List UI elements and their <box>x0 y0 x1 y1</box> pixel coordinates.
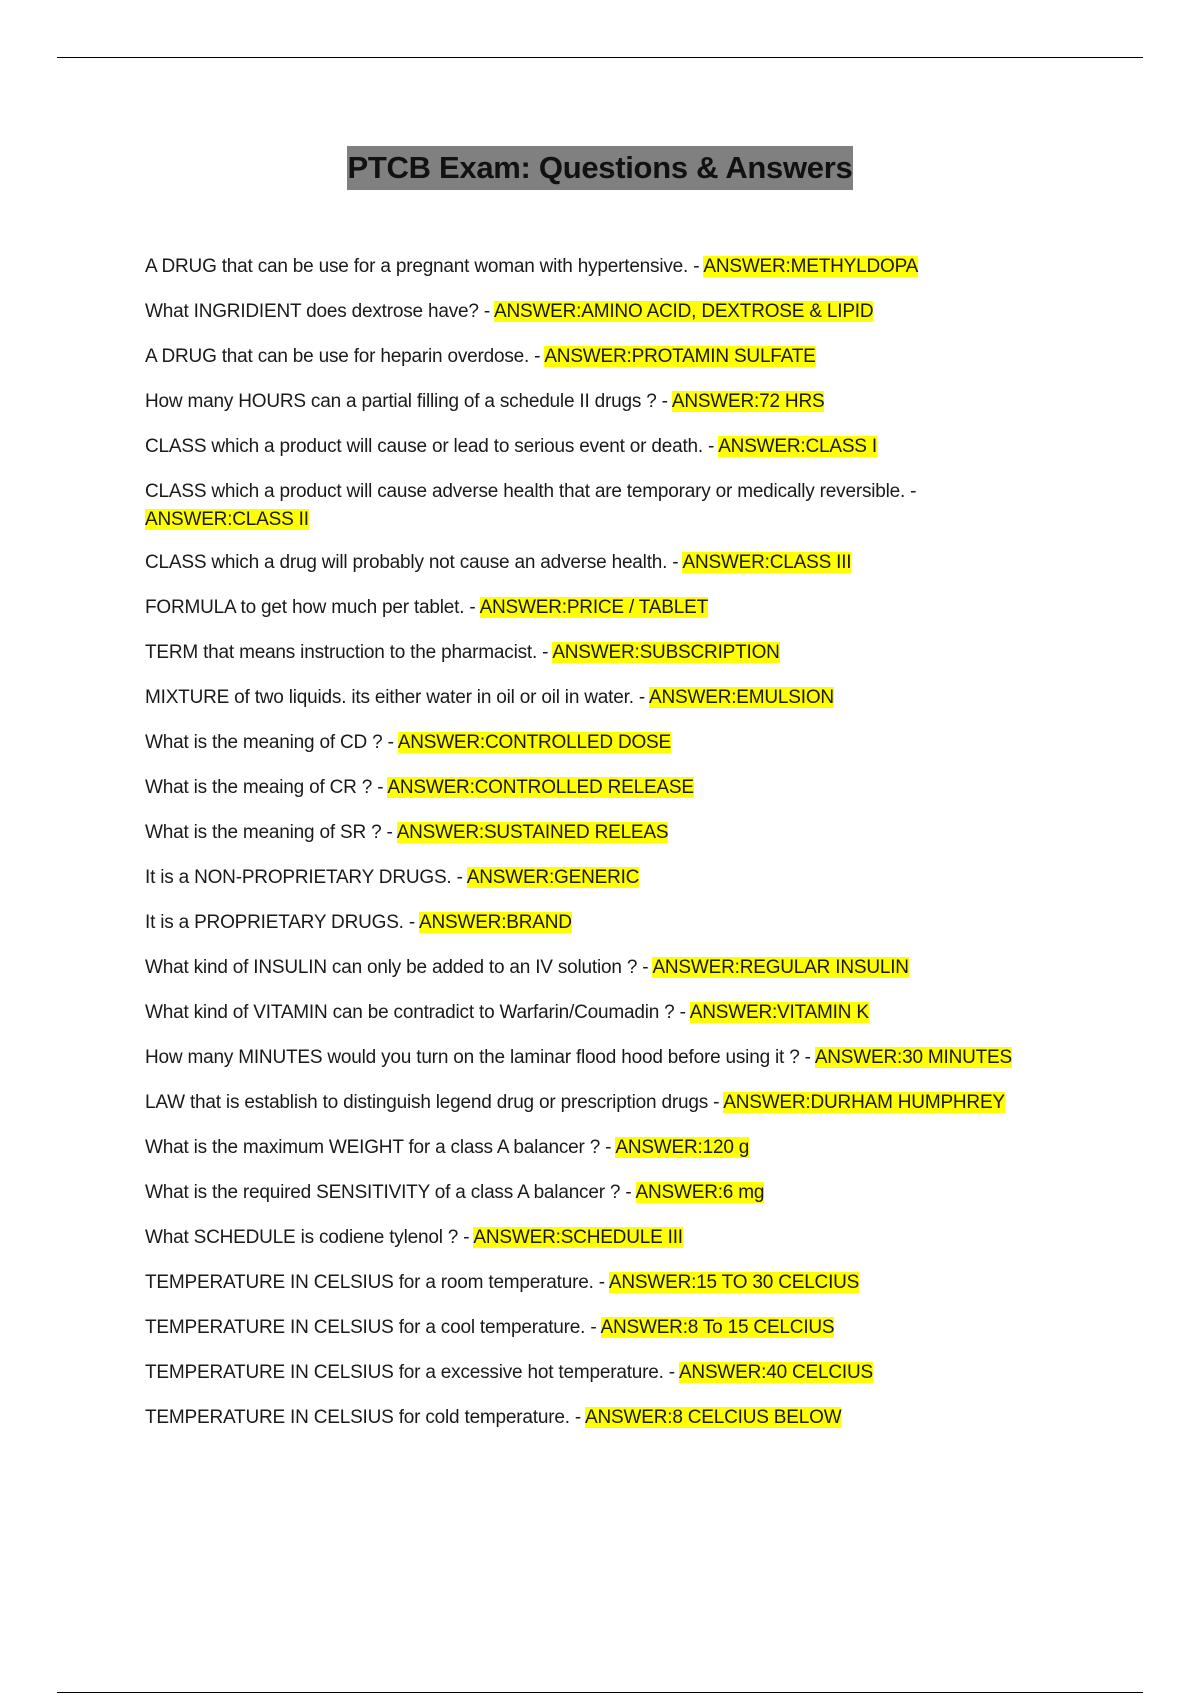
answer-text: ANSWER:EMULSION <box>649 687 834 708</box>
answer-text: ANSWER:VITAMIN K <box>689 1002 869 1023</box>
question-text: What kind of INSULIN can only be added to an IV solution ? - <box>145 957 653 978</box>
document-title: PTCB Exam: Questions & Answers <box>347 146 854 190</box>
answer-text: ANSWER:AMINO ACID, DEXTROSE & LIPID <box>493 301 874 322</box>
qa-item <box>145 639 1095 667</box>
qa-item <box>145 1134 1095 1162</box>
answer-text: ANSWER:SUSTAINED RELEAS <box>396 822 669 843</box>
question-text: CLASS which a product will cause adverse health that are temporary or medically reversible. - <box>145 481 917 502</box>
question-text: TERM that means instruction to the pharmacist. - <box>145 642 553 663</box>
answer-text: ANSWER:GENERIC <box>466 867 640 888</box>
qa-item <box>145 594 1095 622</box>
top-rule <box>57 57 1143 58</box>
qa-item <box>145 298 1095 326</box>
qa-item <box>145 433 1095 461</box>
qa-item <box>145 819 1095 847</box>
answer-text: ANSWER:30 MINUTES <box>814 1047 1012 1068</box>
question-text: LAW that is establish to distinguish legend drug or prescription drugs - <box>145 1092 724 1113</box>
qa-item <box>145 478 1095 534</box>
qa-item <box>145 684 1095 712</box>
question-text: What SCHEDULE is codiene tylenol ? - <box>145 1227 474 1248</box>
question-text: How many MINUTES would you turn on the laminar flood hood before using it ? - <box>145 1047 815 1068</box>
qa-item <box>145 1179 1095 1207</box>
question-text: CLASS which a product will cause or lead to serious event or death. - <box>145 436 719 457</box>
answer-text: ANSWER:CLASS II <box>145 509 309 530</box>
answer-text: ANSWER:8 CELCIUS BELOW <box>585 1407 842 1428</box>
answer-text: ANSWER:CONTROLLED RELEASE <box>387 777 694 798</box>
question-text: What is the meaing of CR ? - <box>145 777 388 798</box>
question-text: What is the required SENSITIVITY of a class A balancer ? - <box>145 1182 636 1203</box>
answer-text: ANSWER:DURHAM HUMPHREY <box>723 1092 1005 1113</box>
answer-text: ANSWER:8 To 15 CELCIUS <box>600 1317 835 1338</box>
question-text: How many HOURS can a partial filling of a schedule II drugs ? - <box>145 391 672 412</box>
answer-text: ANSWER:CONTROLLED DOSE <box>397 732 671 753</box>
qa-item <box>145 999 1095 1027</box>
qa-item <box>145 549 1095 577</box>
answer-text: ANSWER:CLASS III <box>682 552 852 573</box>
answer-text: ANSWER:SCHEDULE III <box>473 1227 683 1248</box>
question-text: TEMPERATURE IN CELSIUS for a room temperature. - <box>145 1272 609 1293</box>
bottom-rule <box>57 1692 1143 1693</box>
question-text: What INGRIDIENT does dextrose have? - <box>145 301 494 322</box>
question-text: CLASS which a drug will probably not cause an adverse health. - <box>145 552 683 573</box>
answer-text: ANSWER:PRICE / TABLET <box>479 597 708 618</box>
answer-text: ANSWER:72 HRS <box>671 391 825 412</box>
question-text: A DRUG that can be use for heparin overdose. - <box>145 346 545 367</box>
qa-item <box>145 1314 1095 1342</box>
answer-text: ANSWER:SUBSCRIPTION <box>552 642 780 663</box>
question-text: MIXTURE of two liquids. its either water in oil or oil in water. - <box>145 687 650 708</box>
question-text: What kind of VITAMIN can be contradict to Warfarin/Coumadin ? - <box>145 1002 690 1023</box>
qa-item <box>145 1224 1095 1252</box>
qa-item <box>145 909 1095 937</box>
answer-text: ANSWER:120 g <box>615 1137 750 1158</box>
answer-text: ANSWER:PROTAMIN SULFATE <box>544 346 816 367</box>
qa-item <box>145 1359 1095 1387</box>
qa-item <box>145 1089 1095 1117</box>
question-text: TEMPERATURE IN CELSIUS for a excessive hot temperature. - <box>145 1362 679 1383</box>
qa-item <box>145 253 1095 281</box>
answer-text: ANSWER:40 CELCIUS <box>678 1362 873 1383</box>
qa-item <box>145 954 1095 982</box>
qa-item <box>145 774 1095 802</box>
question-text: It is a PROPRIETARY DRUGS. - <box>145 912 419 933</box>
qa-item <box>145 388 1095 416</box>
qa-item <box>145 1269 1095 1297</box>
question-text: What is the meaning of SR ? - <box>145 822 397 843</box>
answer-text: ANSWER:15 TO 30 CELCIUS <box>608 1272 860 1293</box>
answer-text: ANSWER:CLASS I <box>718 436 877 457</box>
question-text: What is the meaning of CD ? - <box>145 732 398 753</box>
qa-item <box>145 1044 1095 1072</box>
question-text: It is a NON-PROPRIETARY DRUGS. - <box>145 867 467 888</box>
question-text: TEMPERATURE IN CELSIUS for a cool temperature. - <box>145 1317 601 1338</box>
answer-text: ANSWER:REGULAR INSULIN <box>652 957 909 978</box>
question-text: FORMULA to get how much per tablet. - <box>145 597 480 618</box>
title-container <box>0 146 1200 190</box>
question-text: What is the maximum WEIGHT for a class A balancer ? - <box>145 1137 616 1158</box>
question-text: TEMPERATURE IN CELSIUS for cold temperature. - <box>145 1407 586 1428</box>
answer-text: ANSWER:6 mg <box>635 1182 765 1203</box>
qa-item <box>145 343 1095 371</box>
answer-text: ANSWER:METHYLDOPA <box>703 256 919 277</box>
qa-item <box>145 729 1095 757</box>
qa-item <box>145 1404 1095 1432</box>
qa-item <box>145 864 1095 892</box>
question-text: A DRUG that can be use for a pregnant woman with hypertensive. - <box>145 256 704 277</box>
answer-text: ANSWER:BRAND <box>419 912 572 933</box>
qa-list <box>145 253 1095 1449</box>
